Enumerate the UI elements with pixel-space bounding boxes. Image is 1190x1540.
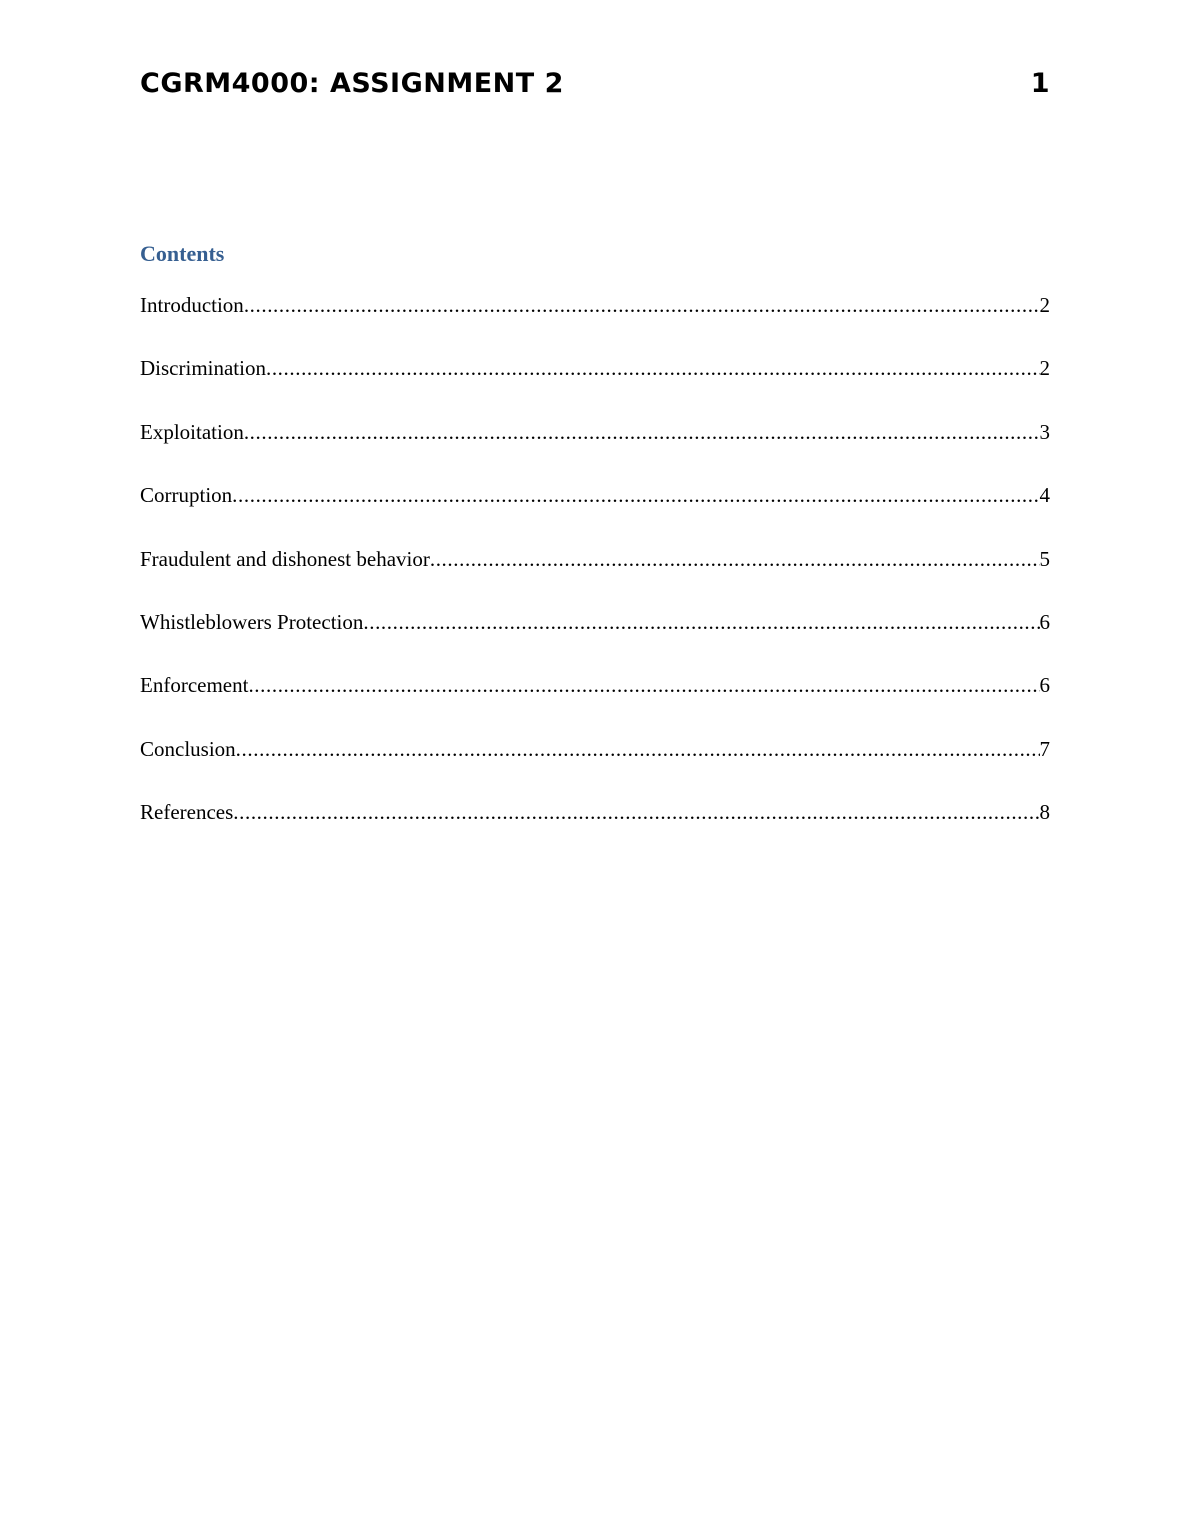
toc-dot-leader [430,547,1040,572]
toc-entry-fraudulent-behavior[interactable] [140,547,1050,610]
toc-entry-label: References [140,800,234,825]
toc-entry-label: Corruption [140,483,233,508]
toc-entry-discrimination[interactable] [140,356,1050,419]
page-header [140,68,1050,108]
toc-dot-leader [233,800,1039,825]
toc-dot-leader [232,483,1039,508]
toc-entry-label: Exploitation [140,419,244,444]
header-title: CGRM4000: ASSIGNMENT 2 [140,68,564,99]
toc-entry-page: 6 [1039,609,1050,634]
toc-entry-page: 2 [1039,293,1050,317]
toc-entry-page: 5 [1039,546,1050,571]
toc-entry-label: Conclusion [140,736,236,761]
toc-dot-leader [244,420,1040,445]
toc-entry-enforcement[interactable] [140,673,1050,736]
toc-entry-page: 2 [1039,356,1050,381]
toc-entry-label: Discrimination [140,356,266,381]
toc-entry-page: 3 [1039,419,1050,444]
toc-entry-exploitation[interactable] [140,420,1050,483]
table-of-contents [140,293,1050,864]
toc-dot-leader [266,356,1040,381]
toc-dot-leader [244,293,1040,318]
toc-entry-whistleblowers-protection[interactable] [140,610,1050,673]
toc-entry-label: Fraudulent and dishonest behavior [140,546,430,571]
toc-entry-label: Whistleblowers Protection [140,609,364,634]
toc-dot-leader [236,737,1040,762]
toc-entry-conclusion[interactable] [140,737,1050,800]
toc-heading: Contents [140,241,225,266]
toc-entry-corruption[interactable] [140,483,1050,546]
toc-dot-leader [363,610,1039,635]
toc-entry-page: 8 [1039,800,1050,825]
toc-entry-page: 6 [1039,673,1050,698]
toc-entry-label: Introduction [140,293,244,317]
toc-entry-label: Enforcement [140,673,249,698]
toc-entry-page: 4 [1039,483,1050,508]
toc-entry-references[interactable] [140,800,1050,863]
toc-entry-page: 7 [1039,736,1050,761]
toc-entry-introduction[interactable] [140,293,1050,356]
toc-dot-leader [248,673,1039,698]
header-page-number: 1 [1030,68,1050,99]
